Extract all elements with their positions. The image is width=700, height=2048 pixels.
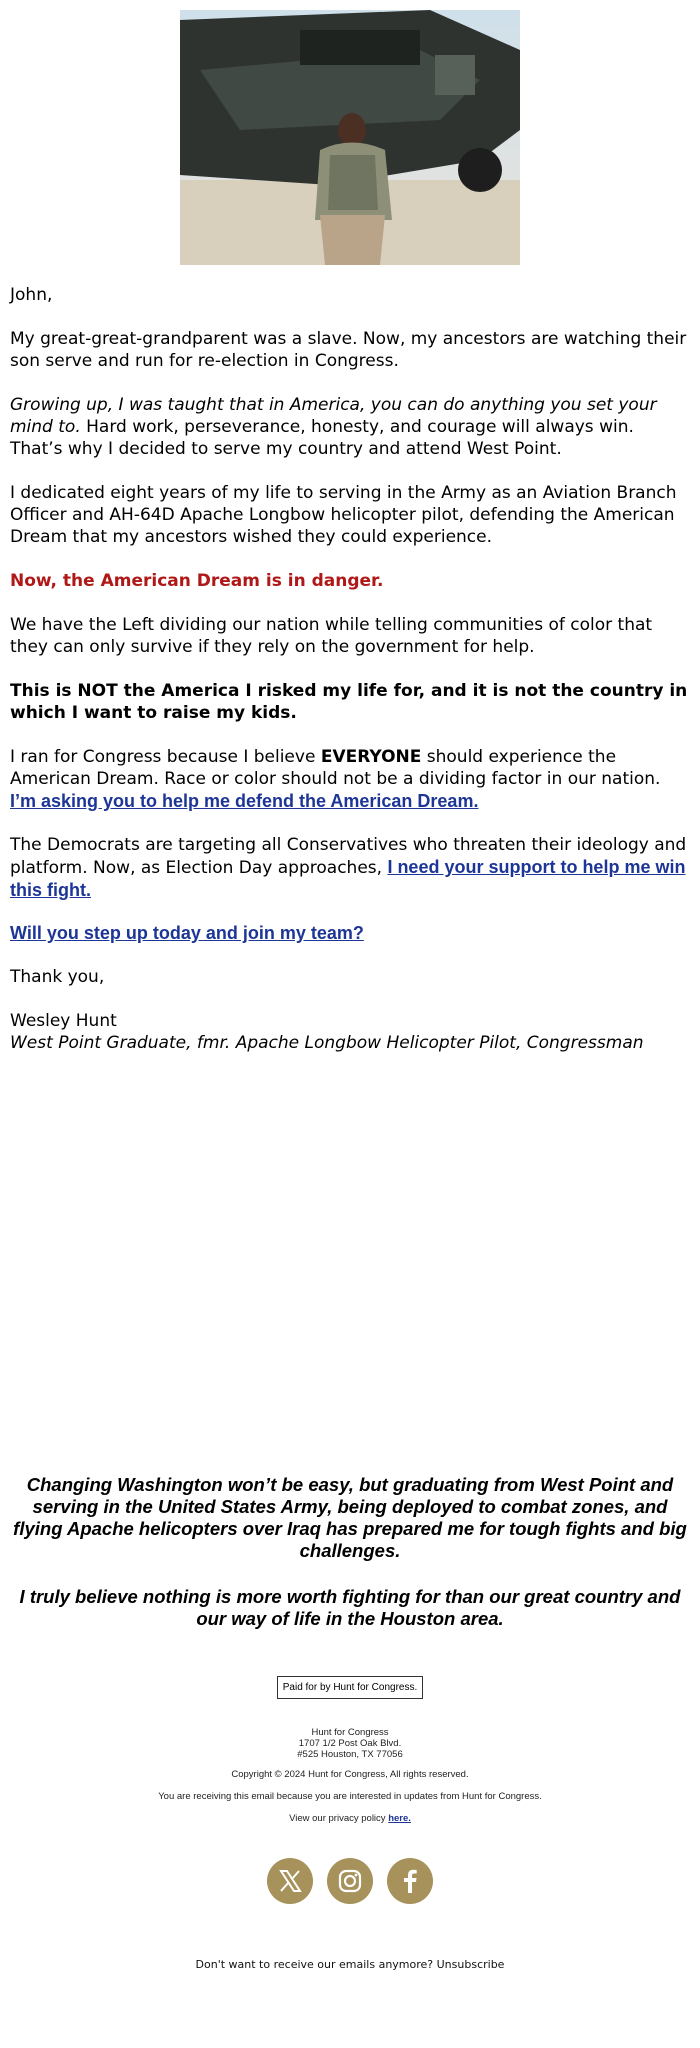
footer-address-1: 1707 1/2 Post Oak Blvd. [298, 1738, 402, 1749]
paragraph-democrats [10, 834, 690, 902]
paragraph-not-america: This is NOT the America I risked my life for, and it is not the country in which I want to raise my kids. [10, 681, 688, 723]
footer-privacy [0, 1813, 700, 1824]
signature-name: Wesley Hunt [10, 1011, 117, 1031]
footer-address-2: #525 Houston, TX 77056 [297, 1749, 403, 1760]
defend-dream-link[interactable]: I’m asking you to help me defend the American Dream. [10, 791, 479, 811]
join-team-link[interactable]: Will you step up today and join my team? [10, 923, 364, 943]
privacy-link[interactable]: here. [388, 1813, 411, 1824]
paragraph-service: I dedicated eight years of my life to serving in the Army as an Aviation Branch Officer and AH-64D Apache Longbow helicopter pilot, defending the American Dream that my ancestors wished they could experience. [10, 483, 677, 547]
paid-for-box: Paid for by Hunt for Congress. [277, 1676, 423, 1699]
win-fight-link[interactable]: I need your support to help me win this fight. [10, 857, 686, 900]
footer-copyright: Copyright © 2024 Hunt for Congress, All rights reserved. [231, 1769, 469, 1780]
democrats-text: The Democrats are targeting all Conservatives who threaten their ideology and platform. Now, as Election Day approaches, [10, 835, 687, 878]
privacy-text: View our privacy policy [289, 1813, 389, 1824]
paragraph-left-dividing: We have the Left dividing our nation while telling communities of color that they can only survive if they rely on the government for help. [10, 615, 653, 657]
everyone-text-b: should experience the American Dream. Race or color should not be a dividing factor in our nation. [10, 747, 661, 789]
join-team-paragraph [10, 922, 690, 945]
paragraph-growing-up-italic: Growing up, I was taught that in America, you can do anything you set your mind to. [10, 395, 657, 437]
footer-org: Hunt for Congress [311, 1727, 389, 1738]
unsubscribe-line[interactable]: Don't want to receive our emails anymore? Unsubscribe [195, 1958, 505, 1971]
quote-washington: Changing Washington won’t be easy, but graduating from West Point and serving in the United States Army, being deployed to combat zones, and flying Apache helicopters over Iraq has prepared me for tough fights and big challenges. [13, 1474, 687, 1561]
everyone-text-a: I ran for Congress because I believe [10, 747, 321, 767]
x-icon[interactable] [267, 1858, 313, 1904]
greeting: John, [10, 285, 53, 305]
quote-believe: I truly believe nothing is more worth fighting for than our great country and our way of life in the Houston area. [19, 1586, 681, 1629]
paragraph-everyone [10, 746, 690, 813]
header-photo [180, 10, 520, 265]
footer-reason: You are receiving this email because you are interested in updates from Hunt for Congress. [158, 1791, 542, 1802]
instagram-icon[interactable] [327, 1858, 373, 1904]
paragraph-growing-up-rest: Hard work, perseverance, honesty, and courage will always win. That’s why I decided to serve my country and attend West Point. [10, 417, 634, 459]
thanks: Thank you, [10, 967, 105, 987]
paragraph-growing-up [10, 394, 690, 460]
paragraph-ancestry: My great-great-grandparent was a slave. Now, my ancestors are watching their son serve and run for re-election in Congress. [10, 329, 687, 371]
signature-title: West Point Graduate, fmr. Apache Longbow Helicopter Pilot, Congressman [10, 1033, 644, 1053]
danger-headline: Now, the American Dream is in danger. [10, 571, 384, 591]
facebook-icon[interactable] [387, 1858, 433, 1904]
everyone-bold: EVERYONE [320, 747, 422, 767]
